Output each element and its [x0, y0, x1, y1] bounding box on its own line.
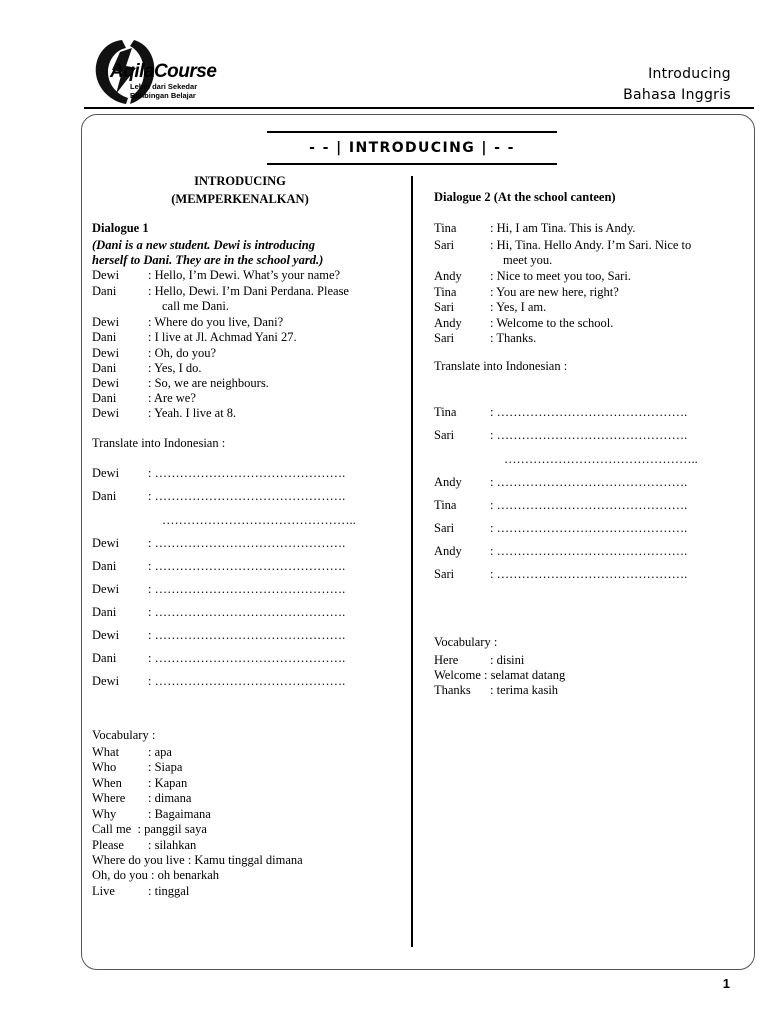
left-heading-1: INTRODUCING — [194, 174, 286, 188]
page-number: 1 — [722, 976, 730, 991]
vocab-meaning: : tinggal — [148, 884, 190, 898]
vocab-meaning: : Kapan — [148, 776, 188, 790]
dialogue-1-title: Dialogue 1 — [92, 221, 149, 235]
logo-tagline — [130, 82, 197, 100]
page-title: - - | INTRODUCING | - - — [267, 131, 557, 165]
vocab-item — [434, 668, 565, 684]
logo-tagline-line-2: Bimbingan Belajar — [130, 91, 196, 100]
speaker: Sari — [434, 300, 455, 314]
vocab-item — [92, 868, 219, 884]
speaker: Andy — [434, 475, 462, 489]
vocab-term: Where do you live — [92, 853, 185, 867]
answer-blank: : ………………………………………. — [148, 651, 346, 665]
speaker: Dani — [92, 361, 117, 375]
utterance: : Welcome to the school. — [490, 316, 614, 330]
vocab-term: Welcome — [434, 668, 481, 682]
column-divider — [411, 176, 413, 947]
vocab-meaning: : oh benarkah — [151, 868, 220, 882]
speaker: Dewi — [92, 315, 120, 329]
speaker: Andy — [434, 269, 462, 283]
vocab-label-1: Vocabulary : — [92, 728, 156, 742]
header-topic: Introducing — [648, 66, 731, 82]
vocab-meaning: : dimana — [148, 791, 192, 805]
header-rule — [84, 107, 754, 109]
utterance: : Nice to meet you too, Sari. — [490, 269, 631, 283]
speaker: Dani — [92, 605, 117, 619]
answer-blank: : ………………………………………. — [490, 475, 688, 489]
left-heading-2: (MEMPERKENALKAN) — [171, 192, 309, 206]
speaker: Sari — [434, 428, 455, 442]
vocab-meaning: : terima kasih — [490, 683, 559, 697]
speaker: Dewi — [92, 376, 120, 390]
vocab-term: Here — [434, 653, 459, 667]
answer-blank: : ………………………………………. — [148, 466, 346, 480]
speaker: Dewi — [92, 406, 120, 420]
dialogue-1-context-line-1: (Dani is a new student. Dewi is introducing — [92, 238, 315, 252]
answer-blank: : ………………………………………. — [148, 489, 346, 503]
answer-blank: : ………………………………………. — [490, 567, 688, 581]
answer-blank: : ………………………………………. — [148, 628, 346, 642]
utterance: : Oh, do you? — [148, 346, 217, 360]
utterance: : I live at Jl. Achmad Yani 27. — [148, 330, 297, 344]
answer-blank: : ………………………………………. — [490, 521, 688, 535]
vocab-meaning: : panggil saya — [137, 822, 207, 836]
vocab-term: Thanks — [434, 683, 471, 697]
speaker: Tina — [434, 498, 457, 512]
speaker: Tina — [434, 405, 457, 419]
vocab-term: Call me — [92, 822, 132, 836]
utterance: : Where do you live, Dani? — [148, 315, 284, 329]
answer-blank: : ………………………………………. — [148, 674, 346, 688]
vocab-meaning: : selamat datang — [484, 668, 566, 682]
speaker: Dewi — [92, 582, 120, 596]
translation-2 — [434, 405, 744, 585]
speaker: Sari — [434, 331, 455, 345]
utterance: : You are new here, right? — [490, 285, 619, 299]
answer-blank: : ………………………………………. — [148, 559, 346, 573]
vocab-term: Who — [92, 760, 117, 774]
speaker: Andy — [434, 544, 462, 558]
speaker: Dani — [92, 559, 117, 573]
header-info — [623, 64, 731, 106]
dialogue-2 — [434, 221, 744, 351]
utterance: : Yes, I do. — [148, 361, 202, 375]
answer-blank: : ………………………………………. — [490, 498, 688, 512]
translate-label-2: Translate into Indonesian : — [434, 359, 568, 373]
header-subject: Bahasa Inggris — [623, 87, 731, 103]
vocab-term: Why — [92, 807, 117, 821]
speaker: Sari — [434, 238, 455, 252]
speaker: Dani — [92, 391, 117, 405]
utterance: : Thanks. — [490, 331, 537, 345]
answer-blank: : ………………………………………. — [490, 405, 688, 419]
speaker: Dewi — [92, 674, 120, 688]
vocab-term: Please — [92, 838, 124, 852]
answer-blank: : ………………………………………. — [148, 536, 346, 550]
vocab-term: What — [92, 745, 120, 759]
vocab-meaning: : Siapa — [148, 760, 183, 774]
vocab-meaning: : silahkan — [148, 838, 197, 852]
speaker: Dewi — [92, 268, 120, 282]
speaker: Tina — [434, 221, 457, 235]
utterance: : Hi, Tina. Hello Andy. I’m Sari. Nice to — [490, 238, 692, 252]
speaker: Dewi — [92, 536, 120, 550]
utterance: : Yeah. I live at 8. — [148, 406, 237, 420]
speaker: Dewi — [92, 628, 120, 642]
logo-tagline-line-1: Lebih dari Sekedar — [130, 82, 198, 91]
vocab-item — [92, 822, 207, 838]
speaker: Dani — [92, 651, 117, 665]
speaker: Andy — [434, 316, 462, 330]
speaker: Dani — [92, 489, 117, 503]
translation-1 — [92, 466, 402, 696]
vocab-meaning: : apa — [148, 745, 172, 759]
answer-blank: : ………………………………………. — [148, 605, 346, 619]
vocab-term: Oh, do you — [92, 868, 148, 882]
answer-blank: ……………………………………….. — [504, 452, 698, 466]
speaker: Tina — [434, 285, 457, 299]
vocab-term: Where — [92, 791, 126, 805]
vocab-meaning: : Kamu tinggal dimana — [187, 853, 303, 867]
vocabulary-list-1 — [92, 745, 402, 905]
dialogue-2-title: Dialogue 2 (At the school canteen) — [434, 190, 616, 204]
answer-blank: ……………………………………….. — [162, 513, 356, 527]
utterance: : Are we? — [148, 391, 196, 405]
translate-label-1: Translate into Indonesian : — [92, 436, 226, 450]
utterance: : Yes, I am. — [490, 300, 547, 314]
vocab-term: Live — [92, 884, 115, 898]
utterance: call me Dani. — [162, 299, 229, 313]
vocab-meaning: : Bagaimana — [148, 807, 211, 821]
logo-wordmark: AqilaCourse — [110, 61, 217, 82]
speaker: Dewi — [92, 346, 120, 360]
answer-blank: : ………………………………………. — [490, 428, 688, 442]
vocab-label-2: Vocabulary : — [434, 635, 498, 649]
vocabulary-list-2 — [434, 653, 744, 703]
dialogue-1-context-line-2: herself to Dani. They are in the school yard.) — [92, 253, 324, 267]
speaker: Sari — [434, 521, 455, 535]
utterance: : Hello, Dewi. I’m Dani Perdana. Please — [148, 284, 349, 298]
answer-blank: : ………………………………………. — [148, 582, 346, 596]
utterance: : Hi, I am Tina. This is Andy. — [490, 221, 636, 235]
vocab-item — [92, 853, 303, 869]
speaker: Dani — [92, 284, 117, 298]
answer-blank: : ………………………………………. — [490, 544, 688, 558]
vocab-term: When — [92, 776, 122, 790]
utterance: meet you. — [503, 253, 553, 267]
utterance: : So, we are neighbours. — [148, 376, 269, 390]
vocab-meaning: : disini — [490, 653, 525, 667]
dialogue-1 — [92, 268, 402, 428]
speaker: Dewi — [92, 466, 120, 480]
utterance: : Hello, I’m Dewi. What’s your name? — [148, 268, 341, 282]
speaker: Dani — [92, 330, 117, 344]
speaker: Sari — [434, 567, 455, 581]
